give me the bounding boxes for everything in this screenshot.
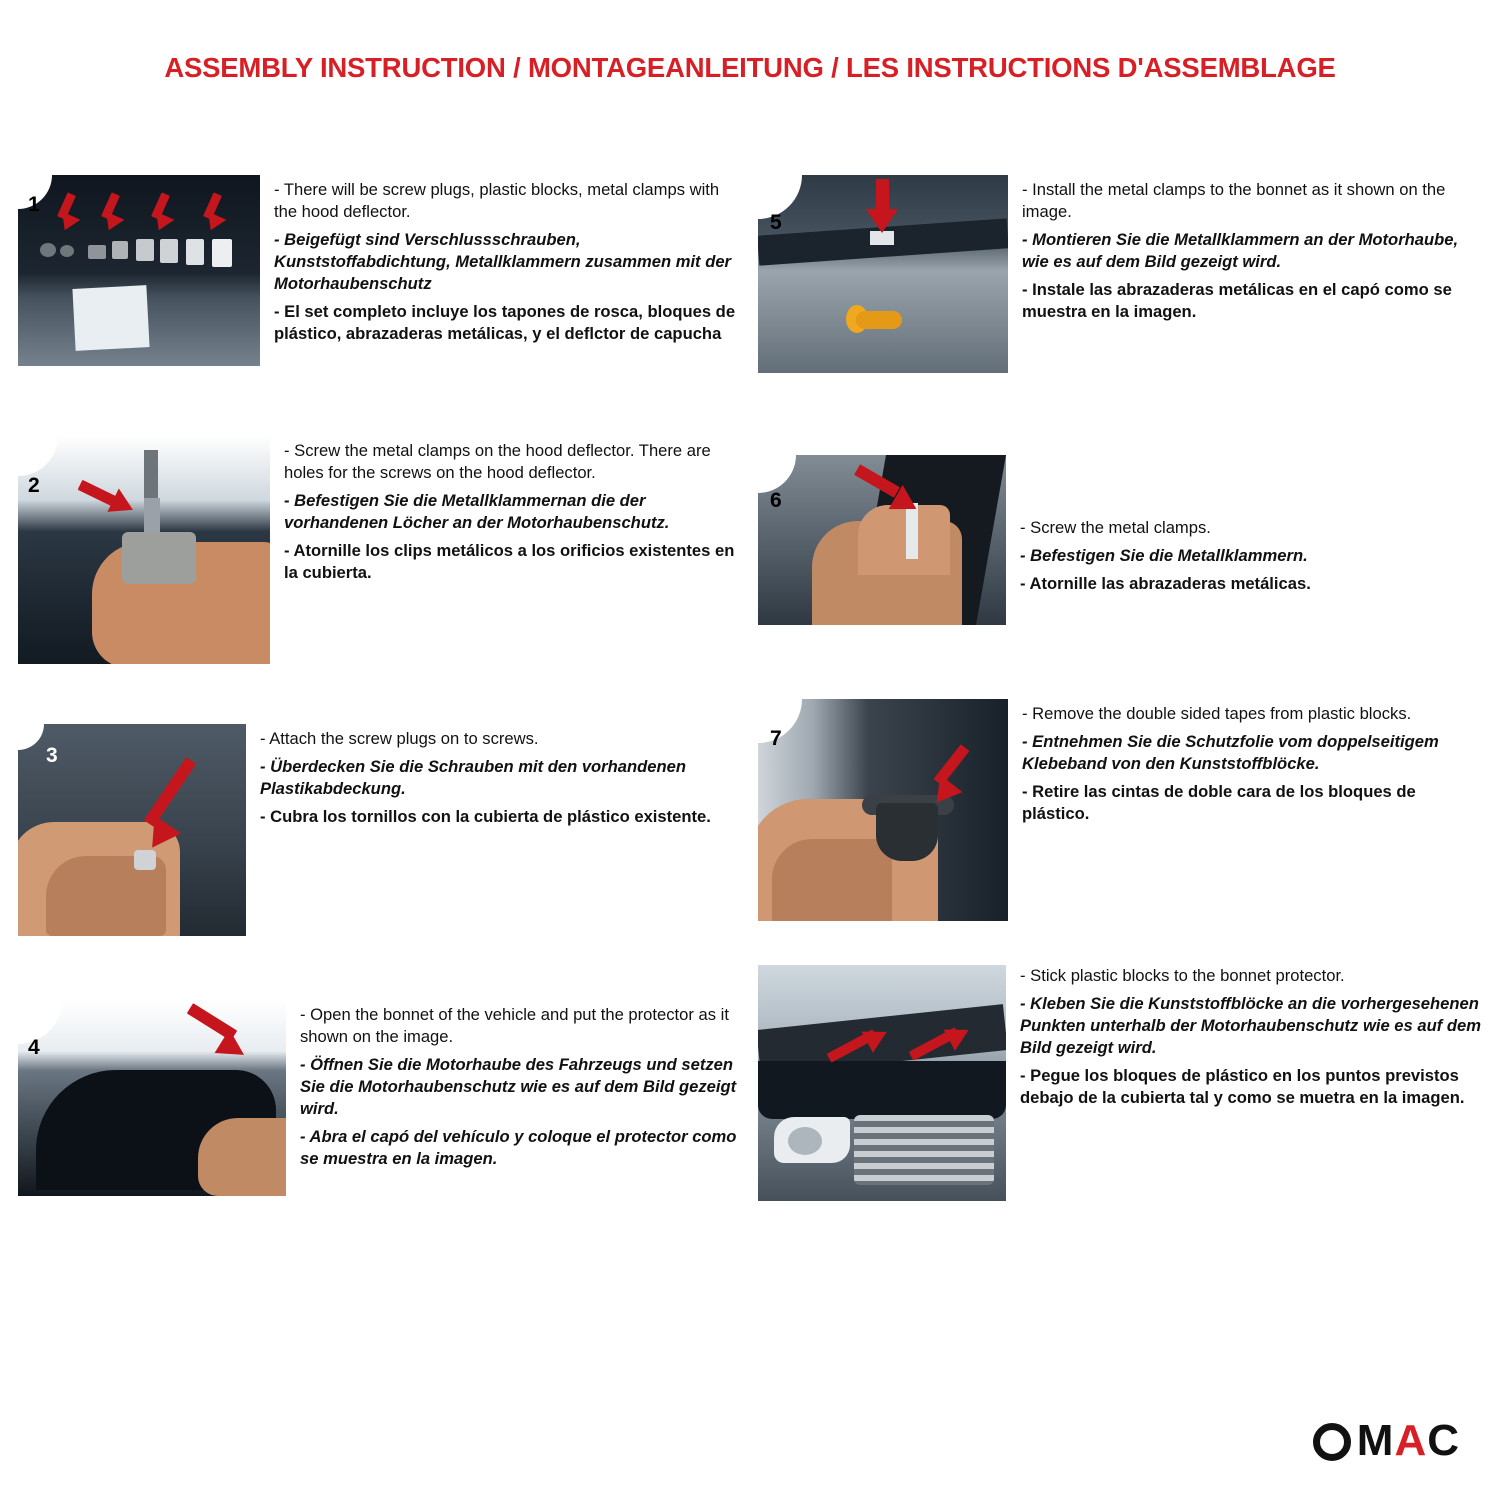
step-1-text: [260, 175, 746, 351]
step-6-es: - Atornille las abrazaderas metálicas.: [1020, 574, 1311, 594]
photo-corner: [18, 436, 58, 476]
omac-o-icon: [1313, 1423, 1351, 1461]
step-number: 2: [28, 474, 40, 497]
step-number: 3: [46, 744, 58, 767]
step-7-de: - Entnehmen Sie die Schutzfolie vom doppelseitigem Klebeband von den Kunststoffblöcke.: [1022, 732, 1439, 774]
step-2-text: [270, 436, 746, 590]
step-number: 5: [770, 211, 782, 234]
step-7-text: [1008, 699, 1482, 831]
step-number: 6: [770, 489, 782, 512]
headlight-inner: [788, 1127, 822, 1155]
photo-corner: [18, 1000, 62, 1044]
step-3-en: - Attach the screw plugs on to screws.: [260, 729, 539, 748]
step-8-en: - Stick plastic blocks to the bonnet protector.: [1020, 966, 1345, 985]
arrow-icon: [900, 1009, 976, 1067]
step-2-de: - Befestigen Sie die Metallklammernan die der vorhandenen Löcher an der Motorhaubenschutz.: [284, 491, 670, 533]
arrow-icon: [130, 750, 240, 860]
arrow-icon: [146, 193, 180, 233]
arrow-icon: [854, 469, 924, 527]
metal-clamp-2: [122, 532, 196, 584]
screw-shaft: [144, 450, 158, 502]
step-5-de: - Montieren Sie die Metallklammern an der Motorhaube, wie es auf dem Bild gezeigt wird.: [1022, 230, 1459, 272]
step-4-es: - Abra el capó del vehículo y coloque el protector como se muestra en la imagen.: [300, 1127, 737, 1169]
arrow-icon: [52, 193, 86, 233]
step-2: [18, 436, 746, 664]
step-3-es: - Cubra los tornillos con la cubierta de plástico existente.: [260, 807, 711, 827]
step-6-en: - Screw the metal clamps.: [1020, 518, 1211, 537]
step-number: 1: [28, 193, 40, 216]
step-6-de: - Befestigen Sie die Metallklammern.: [1020, 546, 1308, 566]
step-8-text: [1006, 965, 1482, 1115]
step-3: [18, 724, 746, 936]
step-1-de: - Beigefügt sind Verschlussschrauben, Kunststoffabdichtung, Metallklammern zusammen mit der Motorhaubenschutz: [274, 230, 732, 294]
arrow-icon: [78, 480, 136, 526]
step-5: [758, 175, 1482, 383]
omac-letter-m: M: [1356, 1416, 1395, 1465]
arrow-icon: [916, 743, 988, 813]
step-2-en: - Screw the metal clamps on the hood deflector. There are holes for the screws on the hood deflector.: [284, 441, 711, 483]
arrow-icon: [818, 1011, 894, 1069]
arrow-icon: [198, 193, 232, 233]
left-column: [0, 175, 750, 1227]
hood-deflector: [758, 1061, 1006, 1119]
photo-corner: [18, 724, 44, 750]
step-4: [18, 1000, 746, 1196]
step-6-text: [1006, 455, 1482, 601]
omac-letter-c: C: [1427, 1416, 1460, 1465]
step-1-en: - There will be screw plugs, plastic blocks, metal clamps with the hood deflector.: [274, 180, 720, 222]
grille: [854, 1115, 994, 1185]
step-8-photo: [758, 965, 1006, 1201]
hand-thumb: [772, 839, 892, 921]
page-title: ASSEMBLY INSTRUCTION / MONTAGEANLEITUNG / LES INSTRUCTIONS D'ASSEMBLAGE: [164, 52, 1336, 83]
arrow-icon: [862, 179, 908, 235]
step-1-photo: [18, 175, 260, 380]
step-2-photo: [18, 436, 270, 664]
step-5-text: [1008, 175, 1482, 329]
step-7-photo: [758, 699, 1008, 921]
step-1-es: - El set completo incluye los tapones de rosca, bloques de plástico, abrazaderas metálicas, y el deflctor de capucha: [274, 302, 736, 344]
step-4-photo: [18, 1000, 286, 1196]
step-7-en: - Remove the double sided tapes from plastic blocks.: [1022, 704, 1412, 723]
step-number: 4: [28, 1036, 40, 1059]
step-8: [758, 965, 1482, 1201]
step-3-photo: [18, 724, 246, 936]
step-6: [758, 455, 1482, 637]
photo-corner: [758, 625, 1006, 637]
omac-letter-a: A: [1394, 1416, 1428, 1465]
step-5-photo: [758, 175, 1008, 383]
step-7-es: - Retire las cintas de doble cara de los bloques de plástico.: [1022, 782, 1416, 824]
arrow-icon: [168, 1012, 246, 1072]
parts-group: [36, 237, 246, 279]
hand-arm: [198, 1118, 286, 1196]
step-2-es: - Atornille los clips metálicos a los orificios existentes en la cubierta.: [284, 541, 735, 583]
step-1: [18, 175, 746, 380]
step-5-en: - Install the metal clamps to the bonnet as it shown on the image.: [1022, 180, 1446, 222]
photo-corner: [758, 373, 1008, 383]
step-number: 7: [770, 727, 782, 750]
step-4-de: - Öffnen Sie die Motorhaube des Fahrzeugs und setzen Sie die Motorhaubenschutz wie es auf dem Bild gezeigt wird.: [300, 1055, 737, 1119]
step-7: [758, 699, 1482, 921]
step-8-es: - Pegue los bloques de plástico en los puntos previstos debajo de la cubierta tal y como se muetra en la imagen.: [1020, 1066, 1465, 1108]
step-6-photo: [758, 455, 1006, 637]
right-column: [750, 175, 1500, 1227]
step-5-es: - Instale las abrazaderas metálicas en el capó como se muestra en la imagen.: [1022, 280, 1452, 322]
steps-columns: [0, 175, 1500, 1227]
brand-logo: [1313, 1416, 1460, 1466]
step-4-text: [286, 1000, 746, 1176]
orange-peg-body: [856, 311, 902, 329]
step-8-de: - Kleben Sie die Kunststoffblöcke an die vorhergesehenen Punkten unterhalb der Motorhaubenschutz wie es auf dem Bild gezeigt wird.: [1020, 994, 1481, 1058]
step-3-de: - Überdecken Sie die Schrauben mit den vorhandenen Plastikabdeckung.: [260, 757, 687, 799]
photo-corner: [758, 455, 796, 493]
step-4-en: - Open the bonnet of the vehicle and put the protector as it shown on the image.: [300, 1005, 729, 1047]
step-3-text: [246, 724, 746, 834]
photo-corner: [18, 366, 260, 380]
paper-sheet: [72, 285, 149, 351]
arrow-icon: [96, 193, 130, 233]
